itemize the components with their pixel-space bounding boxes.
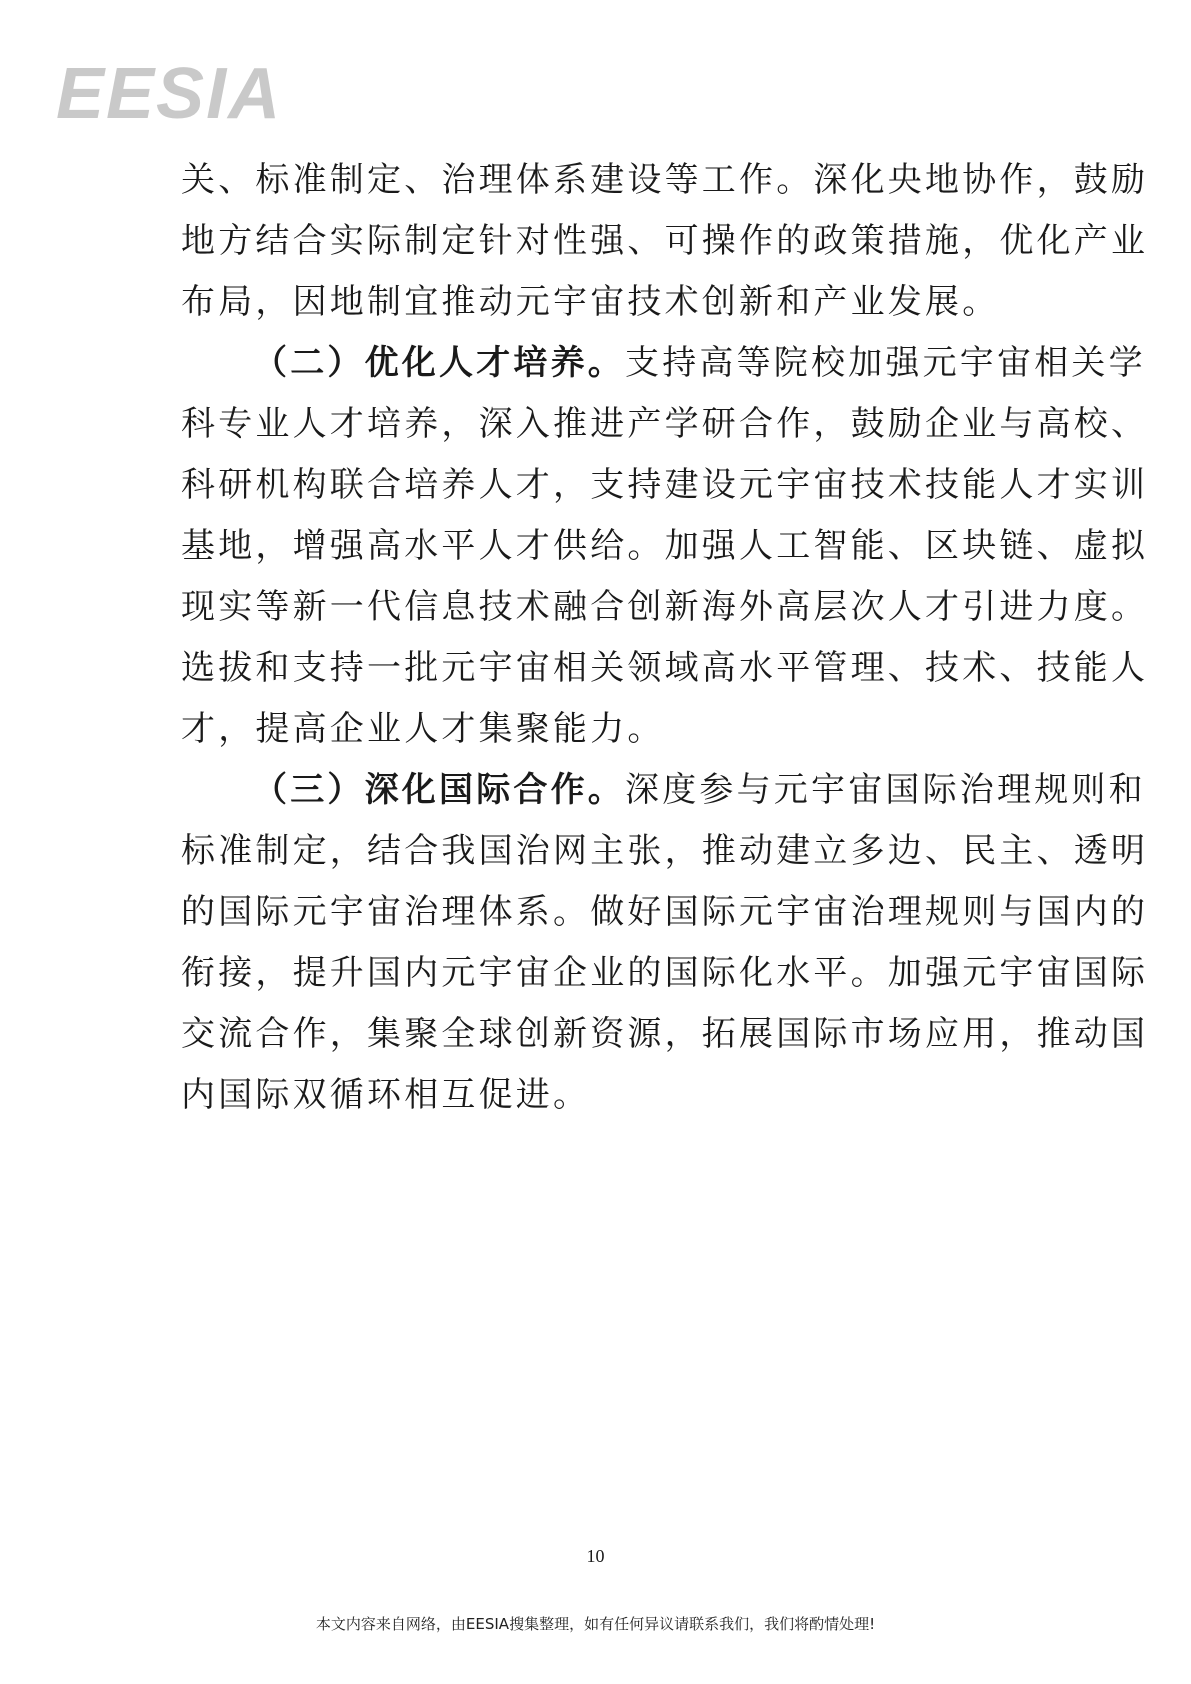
text-line: 标准制定，结合我国治网主张，推动建立多边、民主、透明 [181, 831, 1149, 871]
text-line: 科研机构联合培养人才，支持建设元宇宙技术技能人才实训 [181, 465, 1149, 505]
paragraph-continuation [181, 150, 1149, 333]
text-line: 布局，因地制宜推动元宇宙技术创新和产业发展。 [181, 282, 1000, 322]
text-line: 衔接，提升国内元宇宙企业的国际化水平。加强元宇宙国际 [181, 953, 1149, 993]
text-line: 才，提高企业人才集聚能力。 [181, 709, 665, 749]
section-heading: （二）优化人才培养。 [253, 343, 625, 383]
text-span: 深度参与元宇宙国际治理规则和 [625, 770, 1146, 810]
text-line: 科专业人才培养，深入推进产学研合作，鼓励企业与高校、 [181, 404, 1149, 444]
eesia-logo-text: EESIA [56, 54, 283, 134]
text-line: 交流合作，集聚全球创新资源，拓展国际市场应用，推动国 [181, 1014, 1149, 1054]
document-body [181, 150, 1149, 1126]
text-span: 支持高等院校加强元宇宙相关学 [625, 343, 1146, 383]
text-line: 内国际双循环相互促进。 [181, 1075, 591, 1115]
text-line [181, 333, 1146, 394]
text-line: 现实等新一代信息技术融合创新海外高层次人才引进力度。 [181, 587, 1149, 627]
paragraph-talent-training [181, 333, 1149, 760]
text-line: 的国际元宇宙治理体系。做好国际元宇宙治理规则与国内的 [181, 892, 1149, 932]
text-line: 基地，增强高水平人才供给。加强人工智能、区块链、虚拟 [181, 526, 1149, 566]
text-line: 关、标准制定、治理体系建设等工作。深化央地协作，鼓励 [181, 160, 1149, 200]
section-heading: （三）深化国际合作。 [253, 770, 625, 810]
paragraph-international-cooperation [181, 760, 1149, 1126]
text-line [181, 760, 1146, 821]
text-line: 选拔和支持一批元宇宙相关领域高水平管理、技术、技能人 [181, 648, 1149, 688]
eesia-logo [54, 52, 304, 134]
text-line: 地方结合实际制定针对性强、可操作的政策措施，优化产业 [181, 221, 1149, 261]
page-number: 10 [586, 1546, 605, 1566]
footer-disclaimer: 本文内容来自网络，由EESIA搜集整理，如有任何异议请联系我们，我们将酌情处理! [315, 1615, 876, 1633]
